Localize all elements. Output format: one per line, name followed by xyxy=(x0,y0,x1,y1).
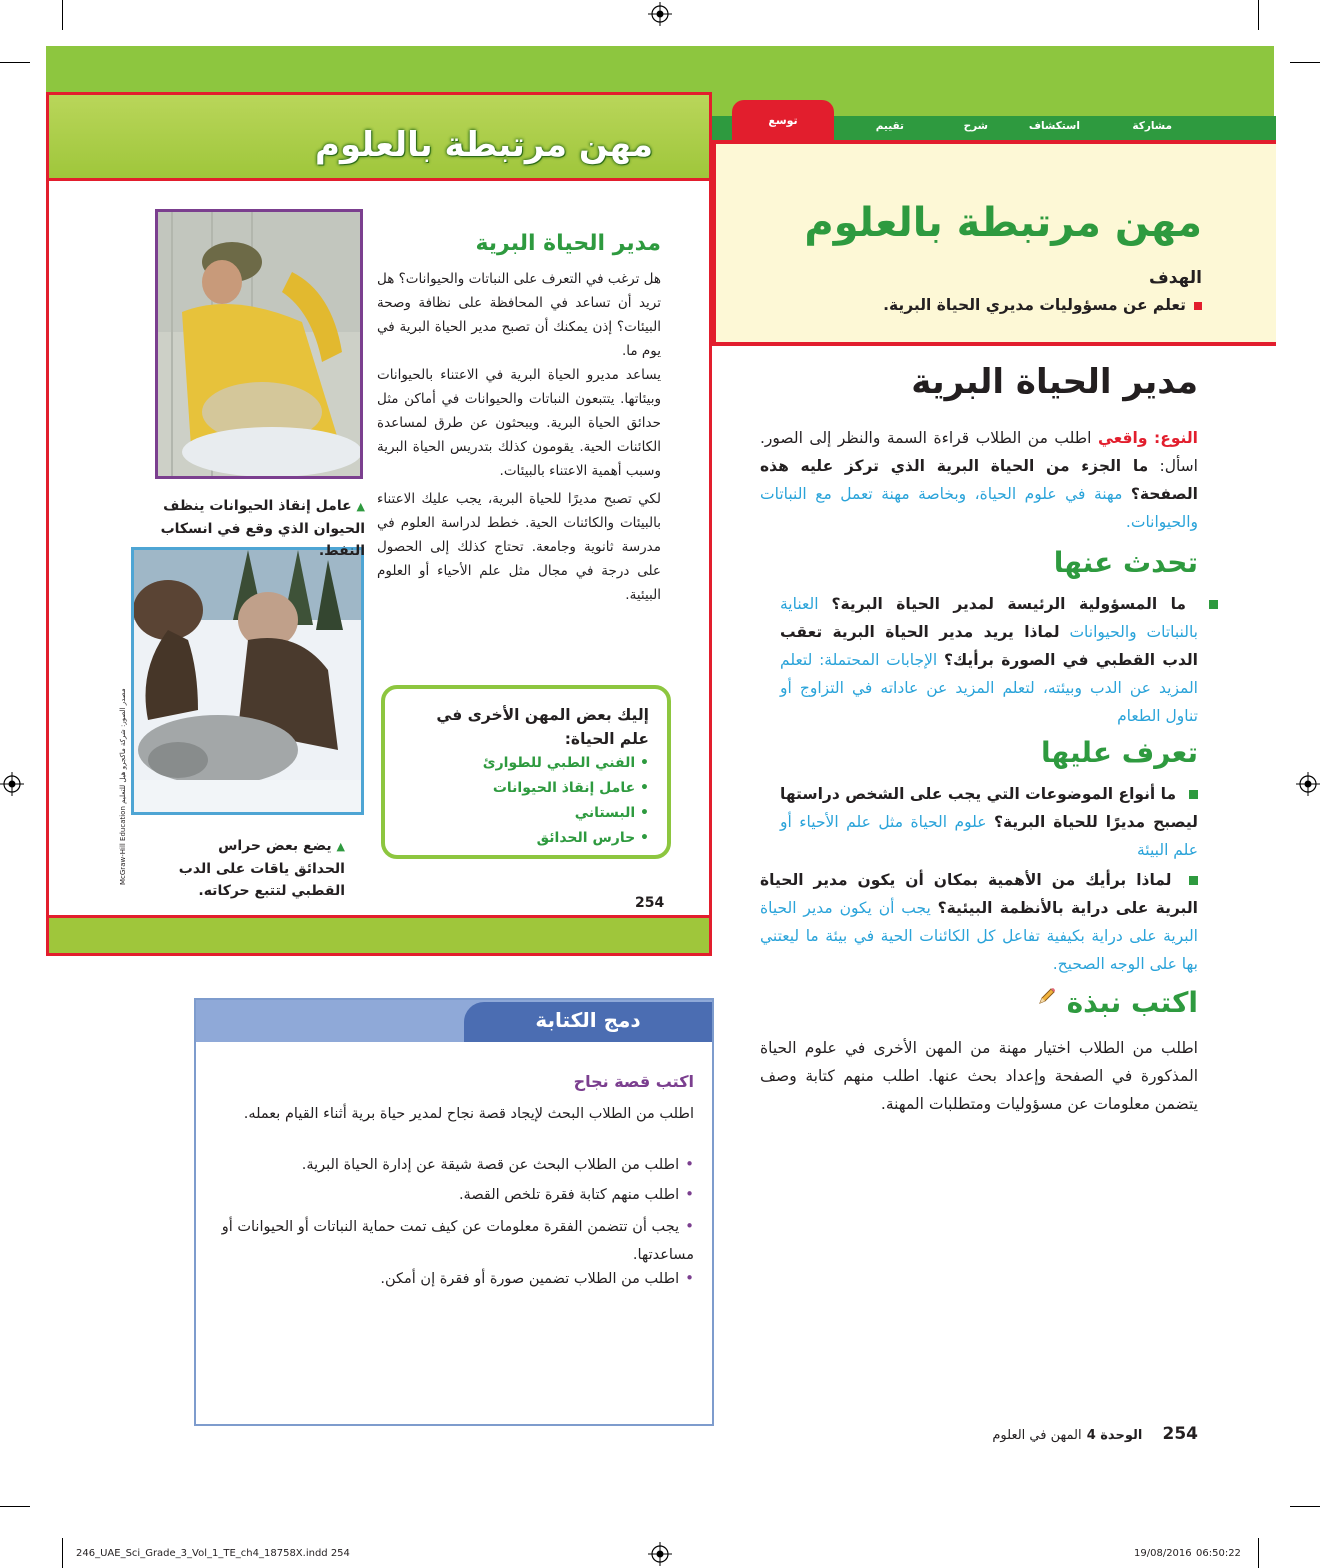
talk-paragraph xyxy=(780,590,1198,730)
section-title: مدير الحياة البرية xyxy=(911,362,1198,402)
callout-item: • البستاني xyxy=(574,805,649,821)
page-footer xyxy=(992,1424,1198,1444)
student-page xyxy=(46,92,712,956)
caption-polar-bear xyxy=(165,835,345,902)
type-value: واقعي xyxy=(1097,429,1148,447)
crop-mark xyxy=(0,62,30,63)
polar-bear-collar-photo xyxy=(131,547,364,815)
crop-mark xyxy=(0,1506,30,1507)
crop-mark xyxy=(1258,0,1259,30)
intro-text: اطلب من الطلاب قراءة السمة والنظر إلى الصور. اسأل: xyxy=(760,429,1198,475)
other-careers-callout xyxy=(381,685,671,859)
write-title-text: اكتب نبذة xyxy=(1066,986,1198,1019)
crop-mark xyxy=(1258,1538,1259,1568)
objective-label: الهدف xyxy=(1148,268,1202,288)
registration-mark-icon xyxy=(1296,772,1320,796)
know-answer-2: يجب أن يكون مدير الحياة البرية على دراية بكيفية تفاعل كل الكائنات الحية في بيئة ما ليعتني بها على الوجه الصحيح. xyxy=(760,899,1198,973)
student-paragraph-1: هل ترغب في التعرف على النباتات والحيوانات؟ هل تريد أن تساعد في المحافظة على نظافة وصحة البيئات؟ إذن يمكنك أن تصبح مدير الحياة البرية في يوم ما. xyxy=(377,271,661,359)
know-answer-1: علوم الحياة مثل علم الأحياء أو علم البيئة xyxy=(780,813,1198,859)
type-label: النوع: xyxy=(1154,429,1198,447)
writing-heading: اكتب قصة نجاح xyxy=(573,1072,694,1091)
writing-intro: اطلب من الطلاب البحث لإيجاد قصة نجاح لمدير حياة برية أثناء القيام بعمله. xyxy=(243,1106,694,1122)
footer-unit: الوحدة 4 xyxy=(1086,1428,1143,1443)
crop-mark xyxy=(1290,62,1320,63)
caption-text: عامل إنقاذ الحيوانات ينظف الحيوان الذي وقع في انسكاب النفط. xyxy=(160,498,365,559)
slug-time: 06:50:22 xyxy=(1196,1548,1241,1559)
bullet-square-icon xyxy=(1189,790,1198,799)
writing-bullet: •اطلب من الطلاب البحث عن قصة شيقة عن إدارة الحياة البرية. xyxy=(301,1155,694,1173)
writing-bullet: •يجب أن تتضمن الفقرة معلومات عن كيف تمت حماية النباتات أو الحيوانات أو مساعدتها. xyxy=(221,1217,694,1263)
student-banner-title: مهن مرتبطة بالعلوم xyxy=(315,125,653,165)
talk-answer-2: الإجابات المحتملة: لتعلم المزيد عن الدب وبيئته، لتعلم المزيد عن عاداته في التزاوج أو تناول الطعام xyxy=(780,651,1198,725)
objective-item: تعلم عن مسؤوليات مديري الحياة البرية. xyxy=(883,296,1202,314)
bullet-square-icon xyxy=(1209,600,1218,609)
tab-evaluate[interactable]: تقييم xyxy=(875,120,904,132)
slug-file: 246_UAE_Sci_Grade_3_Vol_1_TE_ch4_18758X.indd 254 xyxy=(76,1548,350,1559)
student-paragraph-3: لكي تصبح مديرًا للحياة البرية، يجب عليك الاعتناء بالبيئات والكائنات الحية. خطط لدراسة العلوم في مدرسة ثانوية وجامعة. تحتاج كذلك إلى الحصول على درجة في مجال مثل علم الأحياء أو العلوم البيئية. xyxy=(377,491,661,603)
tab-extend[interactable]: توسع xyxy=(732,100,834,140)
know-title: تعرف عليها xyxy=(1041,736,1198,769)
write-paragraph: اطلب من الطلاب اختيار مهنة من المهن الأخرى في علوم الحياة المذكورة في الصفحة وإعداد بحث عنها. اطلب منهم كتابة وصف يتضمن معلومات عن مسؤوليات ومتطلبات المهنة. xyxy=(760,1039,1198,1113)
know-question-2: لماذا برأيك من الأهمية بمكان أن يكون مدير الحياة البرية على دراية بالأنظمة البيئية؟ xyxy=(760,871,1198,917)
intro-question: ما الجزء من الحياة البرية الذي تركز عليه هذه الصفحة؟ xyxy=(760,457,1198,503)
tab-engage[interactable]: مشاركة xyxy=(1132,120,1172,132)
bullet-square-icon xyxy=(1194,302,1202,310)
photo-credit-en: McGraw-Hill Education xyxy=(119,806,127,885)
caption-animal-rescue xyxy=(119,495,365,562)
footer-page-number: 254 xyxy=(1162,1424,1198,1444)
photo-credit-ar: مصدر الصور: شركة ماكجرو هيل للتعليم xyxy=(119,688,127,804)
student-paragraph-2: يساعد مديرو الحياة البرية في الاعتناء بالحيوانات وبيئاتها. يتتبعون النباتات والحيوانات في أماكن مثل حدائق الحياة البرية. ويبحثون عن طرق لمساعدة الكائنات الحية. يقومون كذلك بتدريس الحياة البرية وسبب أهمية الاعتناء بالبيئات. xyxy=(377,367,661,479)
tab-explain[interactable]: شرح xyxy=(963,120,988,132)
student-page-number: 254 xyxy=(635,895,665,911)
talk-answer-1: العناية بالنباتات والحيوانات xyxy=(780,595,1198,641)
talk-title: تحدث عنها xyxy=(1053,546,1198,579)
student-bottom-band xyxy=(49,915,709,953)
student-banner xyxy=(49,95,709,181)
writing-bullet: •اطلب من الطلاب تضمين صورة أو فقرة إن أمكن. xyxy=(380,1269,694,1287)
callout-title: إليك بعض المهن الأخرى في علم الحياة: xyxy=(436,706,649,748)
footer-unit-title: المهن في العلوم xyxy=(992,1428,1082,1443)
crop-mark xyxy=(62,0,63,30)
crop-mark xyxy=(1290,1506,1320,1507)
intro-paragraph xyxy=(760,424,1198,536)
know-question-1: ما أنواع الموضوعات التي يجب على الشخص دراستها ليصبح مديرًا للحياة البرية؟ xyxy=(780,785,1198,831)
talk-question-1: ما المسؤولية الرئيسة لمدير الحياة البرية؟ xyxy=(831,595,1187,613)
writing-integration-box xyxy=(194,998,714,1426)
writing-box-tab: دمج الكتابة xyxy=(464,1002,712,1042)
caption-triangle-icon: ▲ xyxy=(336,840,345,853)
photo-credit xyxy=(119,688,133,885)
tab-explore[interactable]: استكشاف xyxy=(1028,120,1080,132)
writing-bullet: •اطلب منهم كتابة فقرة تلخص القصة. xyxy=(458,1185,694,1203)
objective-box xyxy=(712,140,1276,346)
animal-rescue-photo xyxy=(155,209,363,479)
callout-item: • حارس الحدائق xyxy=(536,830,649,846)
know-paragraph-2 xyxy=(760,866,1198,978)
teacher-title: مهن مرتبطة بالعلوم xyxy=(804,200,1202,246)
registration-mark-icon xyxy=(0,772,24,796)
pencil-icon xyxy=(1037,986,1057,1006)
talk-question-2: لماذا يريد مدير الحياة البرية تعقب الدب القطبي في الصورة برأيك؟ xyxy=(780,623,1198,669)
bullet-square-icon xyxy=(1189,876,1198,885)
intro-answer: مهنة في علوم الحياة، وبخاصة مهنة تعمل مع النباتات والحيوانات. xyxy=(760,485,1198,531)
slug-date: 19/08/2016 xyxy=(1134,1548,1192,1559)
registration-mark-icon xyxy=(648,2,672,26)
writing-box-header xyxy=(196,1000,712,1042)
student-heading: مدير الحياة البرية xyxy=(475,231,661,256)
callout-item: • عامل إنقاذ الحيوانات xyxy=(492,780,649,796)
caption-text: يضع بعض حراس الحدائق ياقات على الدب القطبي لتتبع حركاته. xyxy=(178,838,345,899)
registration-mark-icon xyxy=(648,1542,672,1566)
crop-mark xyxy=(62,1538,63,1568)
caption-triangle-icon: ▲ xyxy=(356,500,365,513)
callout-item: • الفني الطبي للطوارئ xyxy=(482,755,649,771)
know-paragraph-1 xyxy=(780,780,1198,864)
write-title xyxy=(1037,986,1198,1019)
